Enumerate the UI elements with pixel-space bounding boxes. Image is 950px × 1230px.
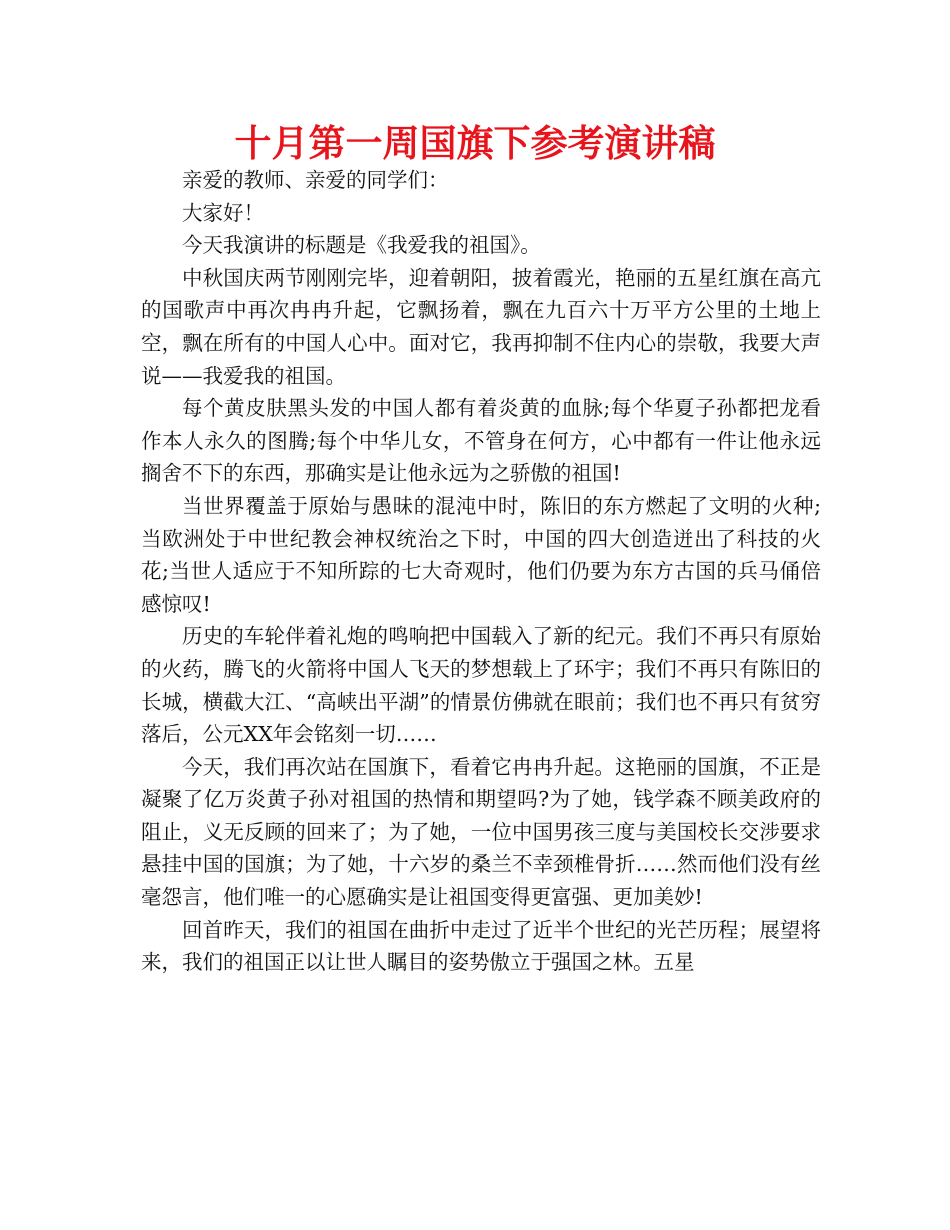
paragraph: 大家好！ <box>182 200 264 225</box>
document-title: 十月第一周国旗下参考演讲稿 <box>234 122 716 165</box>
paragraph: 每个黄皮肤黑头发的中国人都有着炎黄的血脉;每个华夏子孙都把龙看作本人永久的图腾;每个中华儿女，不管身在何方，心中都有一件让他永远搁舍不下的东西，那确实是让他永远为之骄傲的祖国! <box>141 396 821 486</box>
paragraph: 当世界覆盖于原始与愚昧的混沌中时，陈旧的东方燃起了文明的火种;当欧洲处于中世纪教会神权统治之下时，中国的四大创造迸出了科技的火花;当世人适应于不知所踪的七大奇观时，他们仍要为东方古国的兵马俑倍感惊叹! <box>141 493 821 616</box>
paragraph: 中秋国庆两节刚刚完毕，迎着朝阳，披着霞光，艳丽的五星红旗在高亢的国歌声中再次冉冉升起，它飘扬着，飘在九百六十万平方公里的土地上空，飘在所有的中国人心中。面对它，我再抑制不住内心的崇敬，我要大声说——我爱我的祖国。 <box>141 265 821 388</box>
document-body <box>141 164 821 979</box>
paragraph: 今天我演讲的标题是《我爱我的祖国》。 <box>182 233 541 258</box>
paragraph: 亲爱的教师、亲爱的同学们： <box>182 168 449 192</box>
paragraph: 回首昨天，我们的祖国在曲折中走过了近半个世纪的光芒历程；展望将来，我们的祖国正以让世人瞩目的姿势傲立于强国之林。五星 <box>141 917 821 975</box>
paragraph: 今天，我们再次站在国旗下，看着它冉冉升起。这艳丽的国旗，不正是凝聚了亿万炎黄子孙对祖国的热情和期望吗?为了她，钱学森不顾美政府的阻止，义无反顾的回来了；为了她，一位中国男孩三度与美国校长交涉要求悬挂中国的国旗；为了她，十六岁的桑兰不幸颈椎骨折……然而他们没有丝毫怨言，他们唯一的心愿确实是让祖国变得更富强、更加美妙! <box>141 754 821 910</box>
paragraph: 历史的车轮伴着礼炮的鸣响把中国载入了新的纪元。我们不再只有原始的火药，腾飞的火箭将中国人飞天的梦想载上了环宇；我们不再只有陈旧的长城，横截大江、“高峡出平湖”的情景仿佛就在眼前；我们也不再只有贫穷落后，公元XX年会铭刻一切…… <box>141 624 821 747</box>
